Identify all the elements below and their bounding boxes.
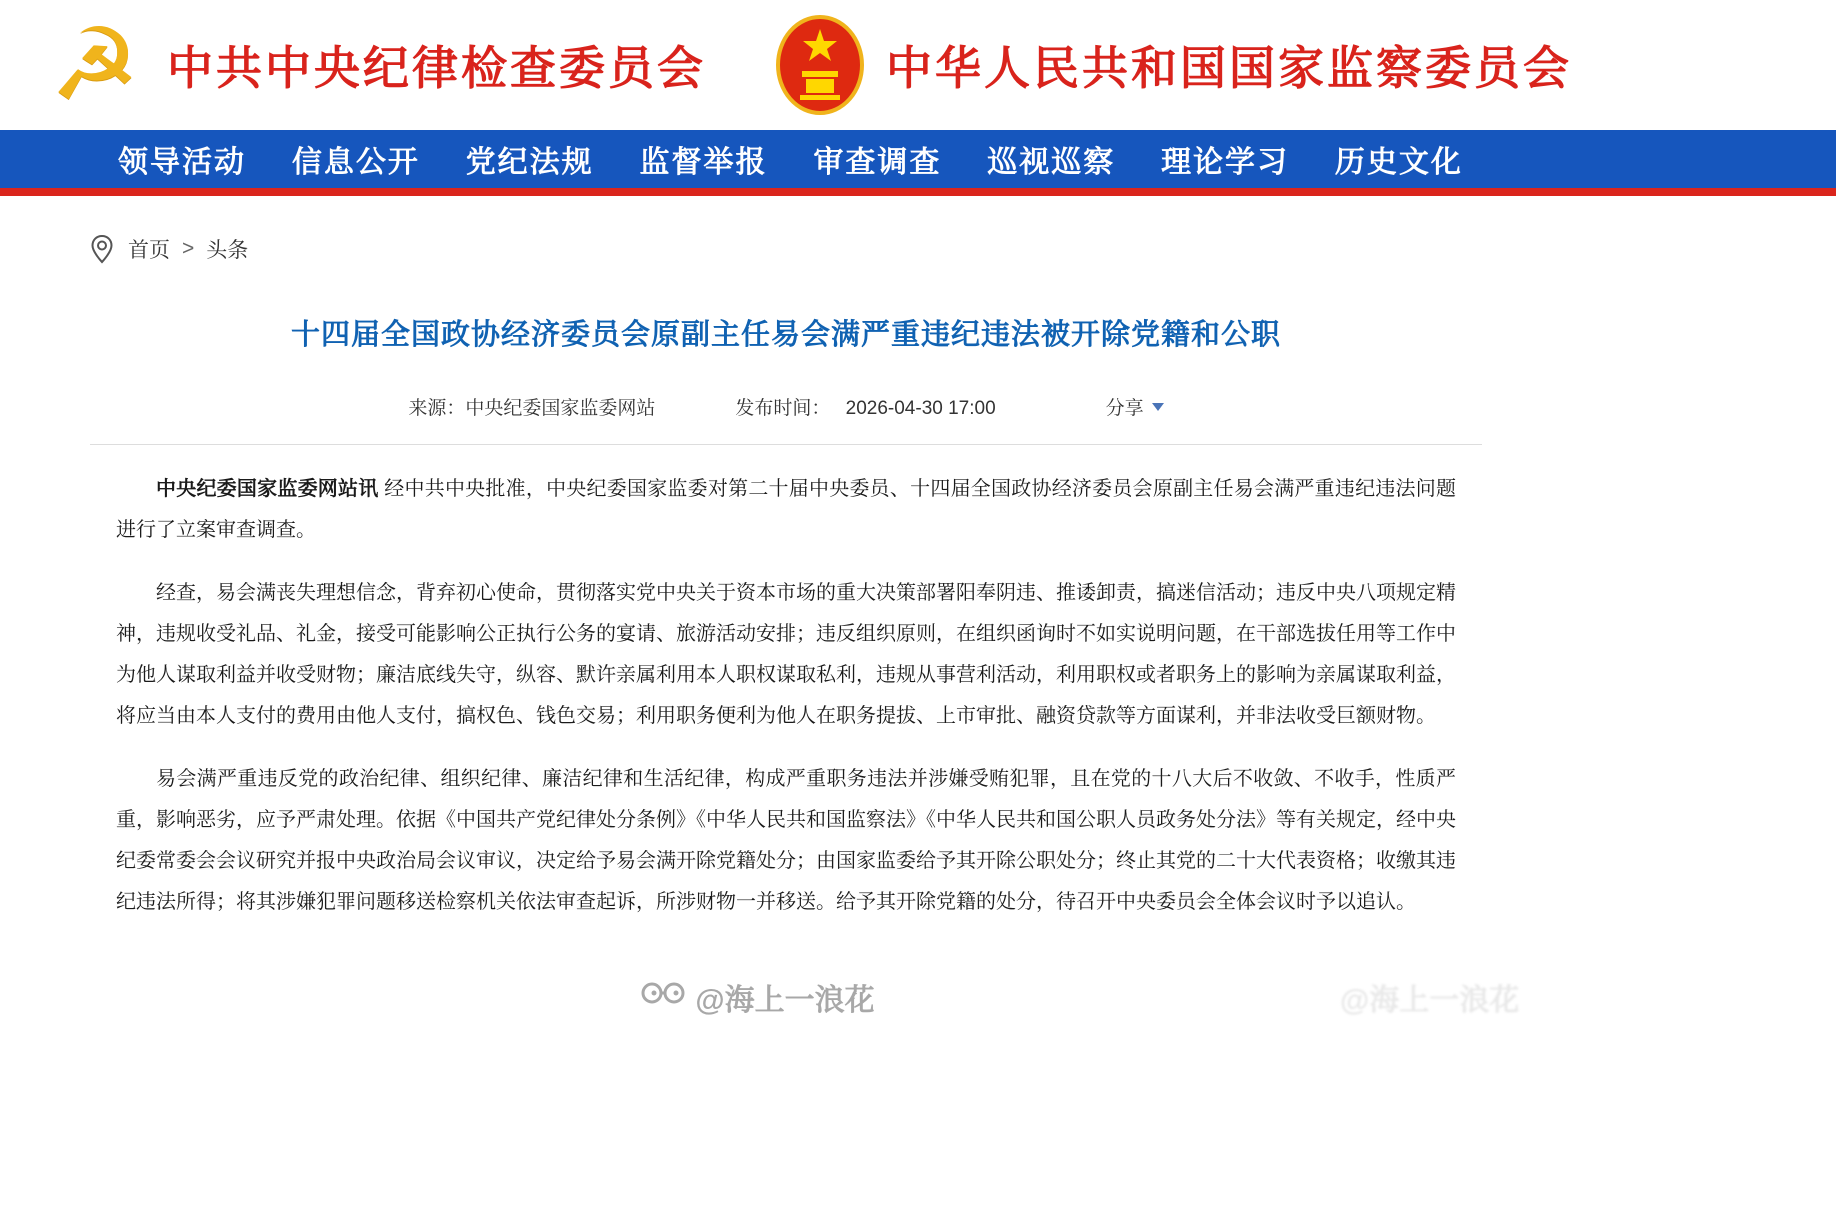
watermark-faint: @海上一浪花 <box>1340 984 1520 1017</box>
meta-divider <box>90 444 1482 445</box>
share-label: 分享 <box>1105 398 1144 419</box>
article-meta <box>90 393 1482 420</box>
national-emblem-icon <box>776 15 864 115</box>
breadcrumb-home[interactable]: 首页 <box>128 239 170 262</box>
ccdi-title: 中共中央纪律检查委员会 <box>167 43 706 94</box>
paragraph-2: 经查，易会满丧失理想信念，背弃初心使命，贯彻落实党中央关于资本市场的重大决策部署阳奉阴违、推诿卸责，搞迷信活动；违反中央八项规定精神，违规收受礼品、礼金，接受可能影响公正执行公务的宴请、旅游活动安排；违反组织原则，在组织函询时不如实说明问题，在干部选拔任用等工作中为他人谋取利益并收受财物；廉洁底线失守，纵容、默许亲属利用本人职权谋取私利，违规从事营利活动，利用职权或者职务上的影响为亲属谋取利益，将应当由本人支付的费用由他人支付，搞权色、钱色交易；利用职务便利为他人在职务提拔、上市审批、融资贷款等方面谋利，并非法收受巨额财物。 <box>116 582 1456 727</box>
nav-red-stripe <box>0 188 1836 196</box>
breadcrumb-current[interactable]: 头条 <box>206 239 249 262</box>
article-body <box>90 469 1482 923</box>
publish-time-value: 2026-04-30 17:00 <box>845 398 996 419</box>
chevron-down-icon <box>1152 403 1164 411</box>
nav-item-inspection[interactable]: 巡视巡察 <box>987 146 1116 179</box>
party-emblem-icon: ☭ <box>50 8 140 121</box>
paragraph-1 <box>116 469 1456 551</box>
glasses-icon <box>641 980 685 1014</box>
watermark <box>0 975 1516 1019</box>
nav-item-info-disclosure[interactable]: 信息公开 <box>291 146 420 179</box>
site-header <box>0 0 1836 130</box>
brand-ccdi <box>45 8 706 121</box>
nav-item-investigation[interactable]: 审查调查 <box>813 146 942 179</box>
breadcrumb <box>90 234 1482 264</box>
nav-item-leader-activities[interactable]: 领导活动 <box>118 146 246 179</box>
location-pin-icon <box>90 234 114 264</box>
nsc-title: 中华人民共和国国家监察委员会 <box>886 43 1572 94</box>
article-title: 十四届全国政协经济委员会原副主任易会满严重违纪违法被开除党籍和公职 <box>290 319 1281 351</box>
nav-item-history-culture[interactable]: 历史文化 <box>1334 146 1463 179</box>
paragraph-1-text: 经中共中央批准，中央纪委国家监委对第二十届中央委员、十四届全国政协经济委员会原副主任易会满严重违纪违法问题进行了立案审查调查。 <box>116 478 1456 541</box>
paragraph-1-lead: 中央纪委国家监委网站讯 <box>156 478 379 500</box>
share-button[interactable] <box>1106 393 1164 420</box>
brand-nsc <box>776 15 1572 115</box>
nav-item-supervision-report[interactable]: 监督举报 <box>639 146 768 179</box>
watermark-text: @海上一浪花 <box>695 984 875 1017</box>
breadcrumb-separator: > <box>182 237 195 260</box>
main-nav <box>0 130 1836 188</box>
article-page <box>90 196 1482 923</box>
paragraph-3: 易会满严重违反党的政治纪律、组织纪律、廉洁纪律和生活纪律，构成严重职务违法并涉嫌受贿犯罪，且在党的十八大后不收敛、不收手，性质严重，影响恶劣，应予严肃处理。依据《中国共产党纪律处分条例》《中华人民共和国监察法》《中华人民共和国公职人员政务处分法》等有关规定，经中央纪委常委会会议研究并报中央政治局会议审议，决定给予易会满开除党籍处分；由国家监委给予其开除公职处分；终止其党的二十大代表资格；收缴其违纪违法所得；将其涉嫌犯罪问题移送检察机关依法审查起诉，所涉财物一并移送。给予其开除党籍的处分，待召开中央委员会全体会议时予以追认。 <box>116 768 1456 913</box>
nav-item-party-discipline[interactable]: 党纪法规 <box>465 146 594 179</box>
article-source: 来源：中央纪委国家监委网站 <box>408 398 656 419</box>
article-publish-time <box>735 393 995 420</box>
publish-time-label: 发布时间： <box>735 398 831 419</box>
nav-item-theory-study[interactable]: 理论学习 <box>1161 146 1290 179</box>
